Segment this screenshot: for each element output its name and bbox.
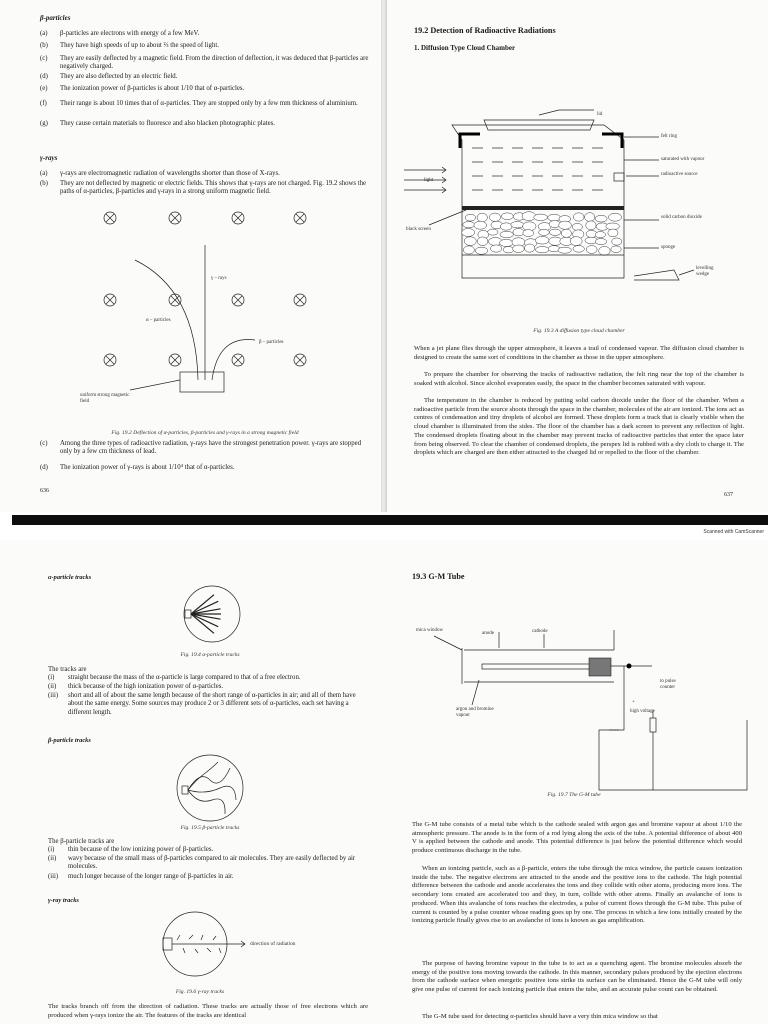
cloud-chamber-para-1: When a jet plane flies through the upper atmosphere, it leaves a trail of condensed vapour. The diffusion cloud chamber is designed to create the same sort of conditions in the chamber as those in the upper atmosphere. bbox=[414, 345, 744, 361]
plus-sign: + bbox=[632, 700, 635, 705]
field-marker bbox=[169, 294, 181, 306]
alpha-intro: The tracks are bbox=[48, 666, 87, 673]
levelling-wedge-label: levelling wedge bbox=[696, 266, 714, 277]
cloud-chamber-para-2: To prepare the chamber for observing the tracks of radioactive radiation, the felt ring near the top of the chamber is soaked with alcohol. Since alcohol evaporates easily, the space in the chamber becomes saturated with vapour. bbox=[414, 371, 744, 387]
radioactive-source-box bbox=[180, 372, 224, 392]
felt-ring-left bbox=[460, 134, 480, 148]
black-screen bbox=[462, 206, 624, 210]
beta-intro: The β-particle tracks are bbox=[48, 838, 115, 845]
alpha-particles-label: α – particles bbox=[146, 318, 171, 323]
fig-19-6-caption: Fig. 19.6 γ-ray tracks bbox=[175, 989, 225, 995]
anode-label: anode bbox=[482, 631, 494, 636]
fig-19-2-caption: Fig. 19.2 Deflection of α-particles, β-particles and γ-rays in a strong magnetic field bbox=[111, 430, 299, 436]
solid-co2-layer bbox=[462, 212, 622, 256]
page-number-636: 636 bbox=[40, 488, 49, 494]
label-leader bbox=[130, 380, 180, 390]
resistor bbox=[650, 718, 656, 732]
gm-tube-diagram bbox=[384, 610, 768, 800]
gamma-tracks-figure bbox=[155, 910, 255, 978]
gamma-rays-label: γ – rays bbox=[211, 276, 227, 281]
alpha-tracks-heading: α-particle tracks bbox=[48, 574, 92, 581]
beta-particles-label: β – particles bbox=[259, 340, 284, 345]
uniform-field-label: uniform strong magnetic field bbox=[80, 393, 130, 404]
gamma-heading: γ-rays bbox=[40, 154, 58, 162]
field-marker bbox=[232, 354, 244, 366]
field-marker bbox=[104, 354, 116, 366]
alpha-tracks-figure bbox=[172, 582, 252, 642]
gamma-tracks-text: The tracks branch off from the direction of radiation. These tracks are actually those of free electrons which are produced when γ-rays ionize the air. The features of the tracks are identical bbox=[48, 1003, 368, 1019]
light-label: light bbox=[424, 178, 434, 183]
fig-19-4-caption: Fig. 19.4 α-particle tracks bbox=[180, 652, 240, 658]
scan-edge bbox=[12, 515, 768, 525]
sponge-label: sponge bbox=[661, 245, 676, 250]
alpha-track-lines bbox=[191, 595, 221, 634]
gamma-tracks-heading: γ-ray tracks bbox=[48, 897, 79, 904]
beta-tracks-heading: β-particle tracks bbox=[48, 737, 91, 744]
magnetic-field-diagram bbox=[0, 200, 384, 420]
section-title-19-3: 19.3 G-M Tube bbox=[412, 572, 465, 581]
fig-19-5-caption: Fig. 19.5 β-particle tracks bbox=[180, 825, 240, 831]
lid-label: lid bbox=[597, 112, 603, 117]
field-marker bbox=[232, 294, 244, 306]
fig-19-3-caption: Fig. 19.3 A diffusion type cloud chamber bbox=[533, 328, 625, 334]
page-636: β-particles (a) β-particles are electrons with energy of a few MeV. (b) They have high speeds of up to about ⅔ the speed of light. (c) They are easily deflected by a magnetic field. From the direction of deflection, it was deduced that β-particles are negatively charged. (d) They are also deflected by an electric field. (e) The ionization power of β-particles is about 1/10 that of α-particles. (f) Their range is about 10 times that of α-particles. They are stopped only by a few mm thickness of aluminium. (g) They cause certain materials to fluoresce and also blacken photographic plates. γ-rays (a) γ-rays are electromagnetic radiation of wavelengths shorter than those of X-rays. (b) They are not deflected by magnetic or electric fields. This shows that γ-rays are not charged. Fig. 19.2 shows the paths of α-particles, β-particles and γ-rays in a strong uniform magnetic field. γ – rays α – particles β – particles uniform strong magnetic field Fig. 19.2 Deflection of α-particles, β-particles and γ-rays in a strong magnetic field (c) Among the three types of radioactive radiation, γ-rays have the strongest penetration power. γ-rays are stopped only by a few cm thickness of lead. (d) The ionization power of γ-rays is about 1/10⁴ that of α-particles. 636 bbox=[0, 0, 384, 512]
gm-para-3: The purpose of having bromine vapour in the tube is to act as a quenching agent. The bromine molecules absorb the energy of the positive ions moving towards the cathode. In this manner, secondary pulses produced by the ejection electrons from the cathode surface when energetic positive ions strike its surface can be eliminated. Hence the G-M tube will only give one pulse of current for each ionizing particle that enters the tube, and an accurate pulse count can be obtained. bbox=[412, 960, 742, 994]
page-number-637: 637 bbox=[724, 492, 733, 498]
cathode-label: cathode bbox=[532, 629, 548, 634]
beta-heading: β-particles bbox=[40, 14, 71, 22]
fig-19-7-caption: Fig. 19.7 The G-M tube bbox=[547, 792, 601, 798]
page-638: α-particle tracks Fig. 19.4 α-particle tracks The tracks are (i) straight because the mass of the α-particle is large compared to that of a free electron. (ii) thick because of the high ionization power of α-particles. (iii) short and all of about the same length because of the short range of α-particles in air; and all of them have about the same energy. Some sources may produce 2 or 3 different sets of α-particles, each set having a different length. β-particle tracks Fig. 19.5 β-particle tracks The β-particle tracks are (i) thin because of the low ionizing power of β-particles. (ii) wavy because of the small mass of β-particles compared to air molecules. They are easily deflected by air molecules. (iii) much longer because of the longer range of β-particles in air. γ-ray tracks direction of radiation Fig. 19.6 γ-ray tracks The tracks branch off from the direction of radiation. These tracks are actually those of free electrons which are produced when γ-rays ionize the air. The features of the tracks are identical bbox=[0, 540, 384, 1024]
saturated-label: saturated with vapour bbox=[661, 157, 705, 162]
field-marker bbox=[232, 212, 244, 224]
cloud-chamber-diagram bbox=[384, 110, 768, 310]
anode-rod bbox=[482, 664, 594, 669]
field-marker bbox=[294, 212, 306, 224]
field-marker bbox=[104, 294, 116, 306]
gm-para-2: When an ionizing particle, such as a β-particle, enters the tube through the mica window, the particle causes ionization inside the tube. The negative electrons are attracted to the anode and the positive ions to the cathode. The high potential difference between the cathode and anode accelerates the ions and they collide with other atoms, producing more ions. The secondary ions created are accelerated too and they, in turn, collide with other atoms. Finally an avalanche of ions is produced. When this avalanche of ions reaches the electrodes, a pulse of current flows through the G-M tube. This pulse of current is counted by a pulse counter whose reading goes up by one. The process in which a few ions initially created by the ionizing particle finally gives rise to an avalanche of ions is known as gas amplification. bbox=[412, 865, 742, 925]
solid-co2-label: solid carbon dioxide bbox=[661, 215, 702, 220]
beta-particle-path bbox=[212, 340, 255, 381]
black-screen-label: black screen bbox=[406, 227, 431, 232]
pulse-counter-label: to pulse counter bbox=[660, 679, 676, 690]
high-voltage-label: high voltage bbox=[630, 709, 655, 714]
page-639 bbox=[384, 540, 768, 1024]
page-637 bbox=[384, 0, 768, 512]
gm-para-4: The G-M tube used for detecting α-particles should have a very thin mica window so that bbox=[422, 1013, 658, 1020]
source-label: radioactive source bbox=[661, 172, 698, 177]
field-marker bbox=[169, 212, 181, 224]
vapour-lines bbox=[472, 148, 603, 190]
cloud-chamber-para-3: The temperature in the chamber is reduced by putting solid carbon dioxide under the floor of the chamber. When a radioactive particle from the source shoots through the space in the chamber, molecules of the air are ionized. The ions act as centres of condensation and tiny droplets of alcohol are formed. These droplets form a track that is clearly visible when the cloud chamber is illuminated from the sides. The floor of the chamber has a dark screen to prevent any reflection of light. The condensed droplets floating about in the chamber may prevent tracks of radioactive particles that enter the space later from being observed. To clear the chamber of condensed droplets, the perspex lid is rubbed with a dry cloth to charge it. The droplets which are charged are then either attracted to the charged lid or repelled to the floor of the chamber. bbox=[414, 397, 744, 457]
scanner-watermark: Scanned with CamScanner bbox=[703, 529, 764, 535]
field-marker bbox=[104, 212, 116, 224]
subsection-cloud-chamber: 1. Diffusion Type Cloud Chamber bbox=[414, 44, 516, 52]
field-marker bbox=[294, 294, 306, 306]
field-marker bbox=[169, 354, 181, 366]
end-seal bbox=[589, 658, 611, 676]
argon-bromine-label: argon and bromine vapour bbox=[456, 707, 494, 718]
beta-tracks-figure bbox=[170, 750, 250, 822]
section-title-19-2: 19.2 Detection of Radioactive Radiations bbox=[414, 26, 556, 35]
radiation-direction-arrow bbox=[172, 941, 245, 947]
mica-window-label: mica window bbox=[416, 628, 444, 633]
field-marker bbox=[294, 354, 306, 366]
direction-label: direction of radiation bbox=[250, 941, 296, 947]
radioactive-source bbox=[614, 173, 624, 181]
felt-ring-label: felt ring bbox=[661, 134, 677, 139]
levelling-wedge bbox=[634, 270, 679, 280]
gm-para-1: The G-M tube consists of a metal tube which is the cathode sealed with argon gas and bromine vapour at about 1/10 the atmospheric pressure. The anode is in the form of a rod lying along the axis of the tube. A potential difference of about 400 V is applied between the cathode and anode. This potential difference is just below the potential difference which would produce continuous discharge in the tube. bbox=[412, 821, 742, 855]
